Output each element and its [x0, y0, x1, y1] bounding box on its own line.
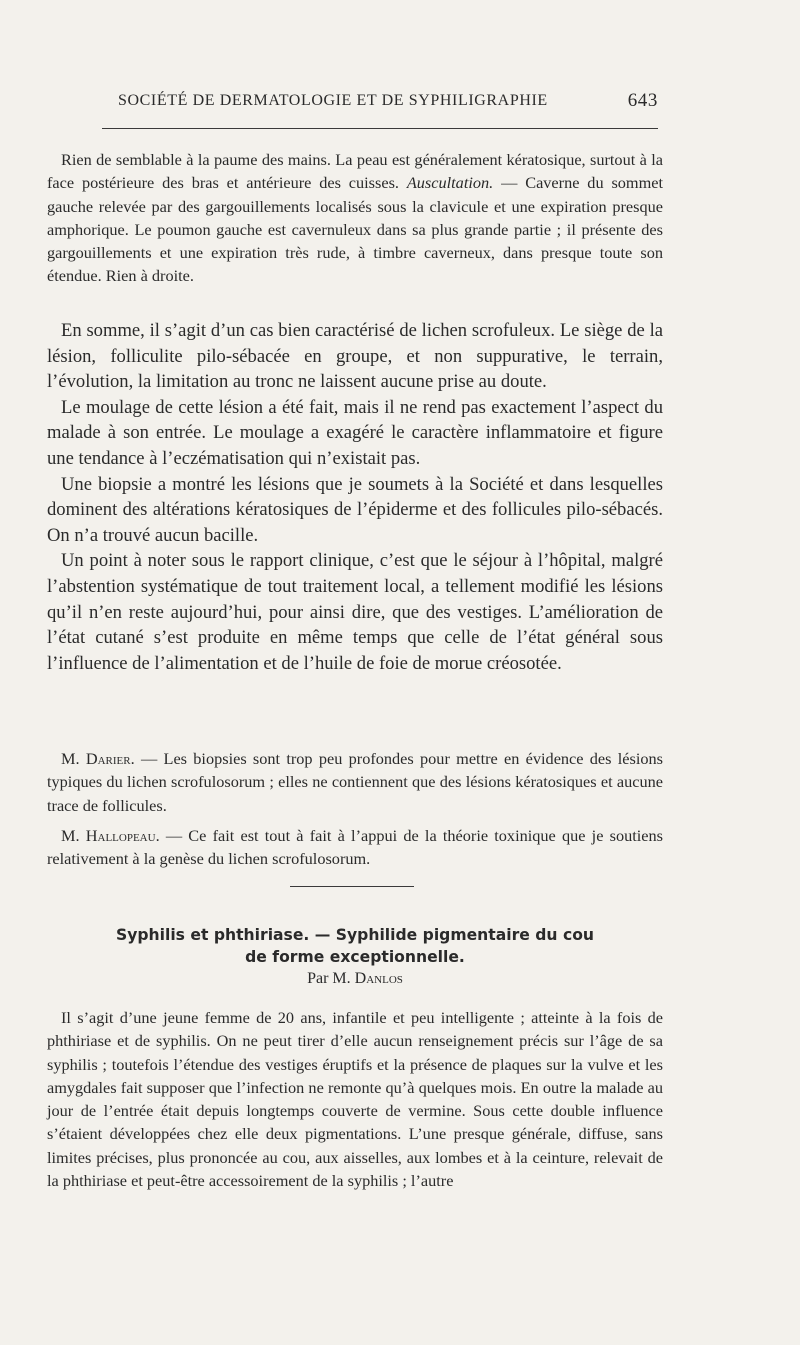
speaker-name: Darier — [85, 749, 131, 768]
paragraph — [47, 148, 663, 288]
paragraph: Une biopsie a montré les lésions que je soumets à la Société et dans lesquelles dominent des altérations kératosiques de l’épiderme et des follicules pilo-sébacés. On n’a trouvé aucun bacille. — [47, 473, 663, 546]
author-line — [47, 970, 663, 988]
comment-text: . — Ce fait est tout à fait à l’appui de la théorie toxinique que je soutiens relativement à la genèse du lichen scrofulosorum. — [47, 826, 663, 869]
section-title-line: de forme exceptionnelle. — [245, 948, 465, 966]
comment-hallopeau — [47, 824, 663, 871]
paragraph-text: — Caverne du sommet gauche relevée par des gargouillements localisés sous la clavicule et une expiration presque amphorique. Le poumon gauche est cavernuleux dans sa plus grande partie ; il présente des gargouillements et une expiration très rude, à timbre caverneux, dans presque toute son étendue. Rien à droite. — [47, 173, 663, 286]
header-rule — [102, 128, 658, 129]
auscultation-label: Auscultation. — [406, 173, 494, 193]
header-title: SOCIÉTÉ DE DERMATOLOGIE ET DE SYPHILIGRAPHIE — [118, 92, 548, 109]
body-paragraphs — [47, 318, 663, 676]
section-divider — [290, 886, 414, 887]
paragraph: Un point à noter sous le rapport clinique, c’est que le séjour à l’hôpital, malgré l’abstention systématique de tout traitement local, a tellement modifié les lésions qu’il n’en reste aujourd’hui, pour ainsi dire, que des vestiges. L’amélioration de l’état cutané s’est produite en même temps que celle de l’état général sous l’influence de l’alimentation et de l’huile de foie de morue créosotée. — [47, 550, 663, 674]
speaker-name: Hallopeau — [85, 826, 156, 845]
comment-darier — [47, 747, 663, 817]
paragraph: Il s’agit d’une jeune femme de 20 ans, infantile et peu intelligente ; atteinte à la fois de phthiriase et de syphilis. On ne peut tirer d’elle aucun renseignement précis sur l’âge de sa syphilis ; toutefois l’étendue des vestiges éruptifs et la présence de plaques sur la vulve et les amygdales fait supposer que l’infection ne remonte qu’à quelques mois. En outre la malade au jour de l’entrée était depuis longtemps couverte de vermine. Sous cette double influence s’étaient développées chez elle deux pigmentations. L’une presque générale, diffuse, sans limites précises, plus prononcée au cou, aux aisselles, aux lombes et à la ceinture, relevait de la phthiriase et peut-être accessoirement de la syphilis ; l’autre — [47, 1008, 663, 1191]
paragraph: En somme, il s’agit d’un cas bien caractérisé de lichen scrofuleux. Le siège de la lésion, folliculite pilo-sébacée en groupe, et non suppurative, le terrain, l’évolution, la limitation au tronc ne laissent aucune prise au doute. — [47, 320, 663, 393]
paragraph-skin-auscultation — [47, 148, 663, 288]
author-prefix: Par M. — [307, 970, 355, 987]
page-number: 643 — [627, 90, 658, 111]
section-title — [47, 924, 663, 968]
paragraph: Le moulage de cette lésion a été fait, mais il ne rend pas exactement l’aspect du malade à son entrée. Le moulage a exagéré le caractère inflammatoire et figure une tendance à l’eczématisation qui n’existait pas. — [47, 396, 663, 469]
final-paragraph — [47, 1006, 663, 1192]
section-title-line: Syphilis et phthiriase. — Syphilide pigmentaire du cou — [115, 926, 595, 944]
paragraph — [47, 747, 663, 817]
paragraph-text: Rien de semblable à la paume des mains. La peau est généralement kératosique, surtout à la face postérieure des bras et antérieure des cuisses. — [47, 150, 663, 193]
comment-text: . — Les biopsies sont trop peu profondes pour mettre en évidence des lésions typiques du lichen scrofulosorum ; elles ne contiennent que des lésions kératosiques et aucune trace de follicules. — [47, 749, 663, 815]
speaker-prefix: M. — [61, 749, 86, 768]
paragraph — [47, 824, 663, 871]
speaker-prefix: M. — [61, 826, 86, 845]
author-name: Danlos — [354, 970, 403, 987]
